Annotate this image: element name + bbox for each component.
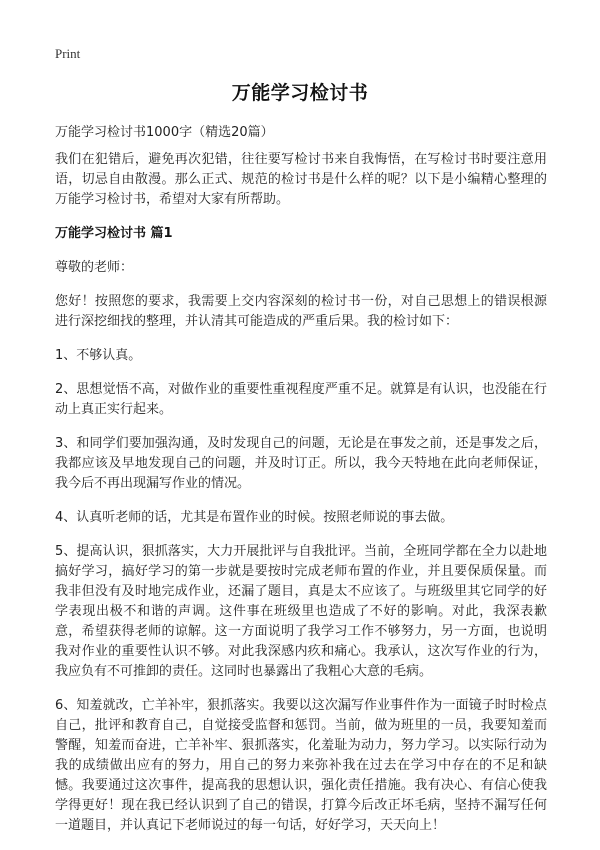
document-body (55, 150, 547, 850)
body-paragraph: 您好！按照您的要求，我需要上交内容深刻的检讨书一份，对自己思想上的错误根源进行深挖细找的整理，并认清其可能造成的严重后果。我的检讨如下： (55, 294, 547, 329)
print-link[interactable]: Print (55, 46, 81, 61)
body-paragraph: 2、思想觉悟不高，对做作业的重要性重视程度严重不足。就算是有认识，也没能在行动上真正实行起来。 (55, 382, 547, 417)
body-paragraph: 3、和同学们要加强沟通，及时发现自己的问题，无论是在事发之前，还是事发之后，我都应该及早地发现自己的问题，并及时订正。所以，我今天特地在此向老师保证，我今后不再出现漏写作业的情况。 (55, 436, 547, 491)
salutation: 尊敬的老师： (55, 260, 134, 275)
body-paragraph: 6、知羞就改，亡羊补牢，狠抓落实。我要以这次漏写作业事件作为一面镜子时时检点自己，批评和教育自己，自觉接受监督和惩罚。当前，做为班里的一员，我要知羞而警醒，知羞而奋进，亡羊补牢、狠抓落实，化羞耻为动力，努力学习。以实际行动为我的成绩做出应有的努力，用自己的努力来弥补我在过去在学习中存在的不足和缺憾。我要通过这次事件，提高我的思想认识，强化责任措施。我有决心、有信心使我学得更好！现在我已经认识到了自己的错误，打算今后改正坏毛病，坚持不漏写任何一道题目，并认真记下老师说过的每一句话，好好学习，天天向上！ (55, 698, 547, 833)
body-paragraph: 1、不够认真。 (55, 348, 142, 363)
page-title: 万能学习检讨书 (231, 82, 369, 104)
body-paragraph: 4、认真听老师的话，尤其是布置作业的时候。按照老师说的事去做。 (55, 510, 454, 525)
intro-paragraph: 我们在犯错后，避免再次犯错，往往要写检讨书来自我悔悟，在写检讨书时要注意用语，切忌自由散漫。那么正式、规范的检讨书是什么样的呢？以下是小编精心整理的万能学习检讨书，希望对大家有所帮助。 (55, 152, 547, 207)
section-heading: 万能学习检讨书 篇1 (55, 226, 173, 241)
body-paragraph: 5、提高认识，狠抓落实，大力开展批评与自我批评。当前，全班同学都在全力以赴地搞好学习，搞好学习的第一步就是要按时完成老师布置的作业，并且要保质保量。而我非但没有及时地完成作业，还漏了题目，真是太不应该了。与班级里其它同学的好学表现出极不和谐的声调。这件事在班级里也造成了不好的影响。对此，我深表歉意，希望获得老师的谅解。这一方面说明了我学习工作不够努力，另一方面，也说明我对作业的重要性认识不够。对此我深感内疚和痛心。我承认，这次写作业的行为，我应负有不可推卸的责任。这同时也暴露出了我粗心大意的毛病。 (55, 544, 547, 679)
document-subtitle: 万能学习检讨书1000字（精选20篇） (55, 125, 274, 140)
